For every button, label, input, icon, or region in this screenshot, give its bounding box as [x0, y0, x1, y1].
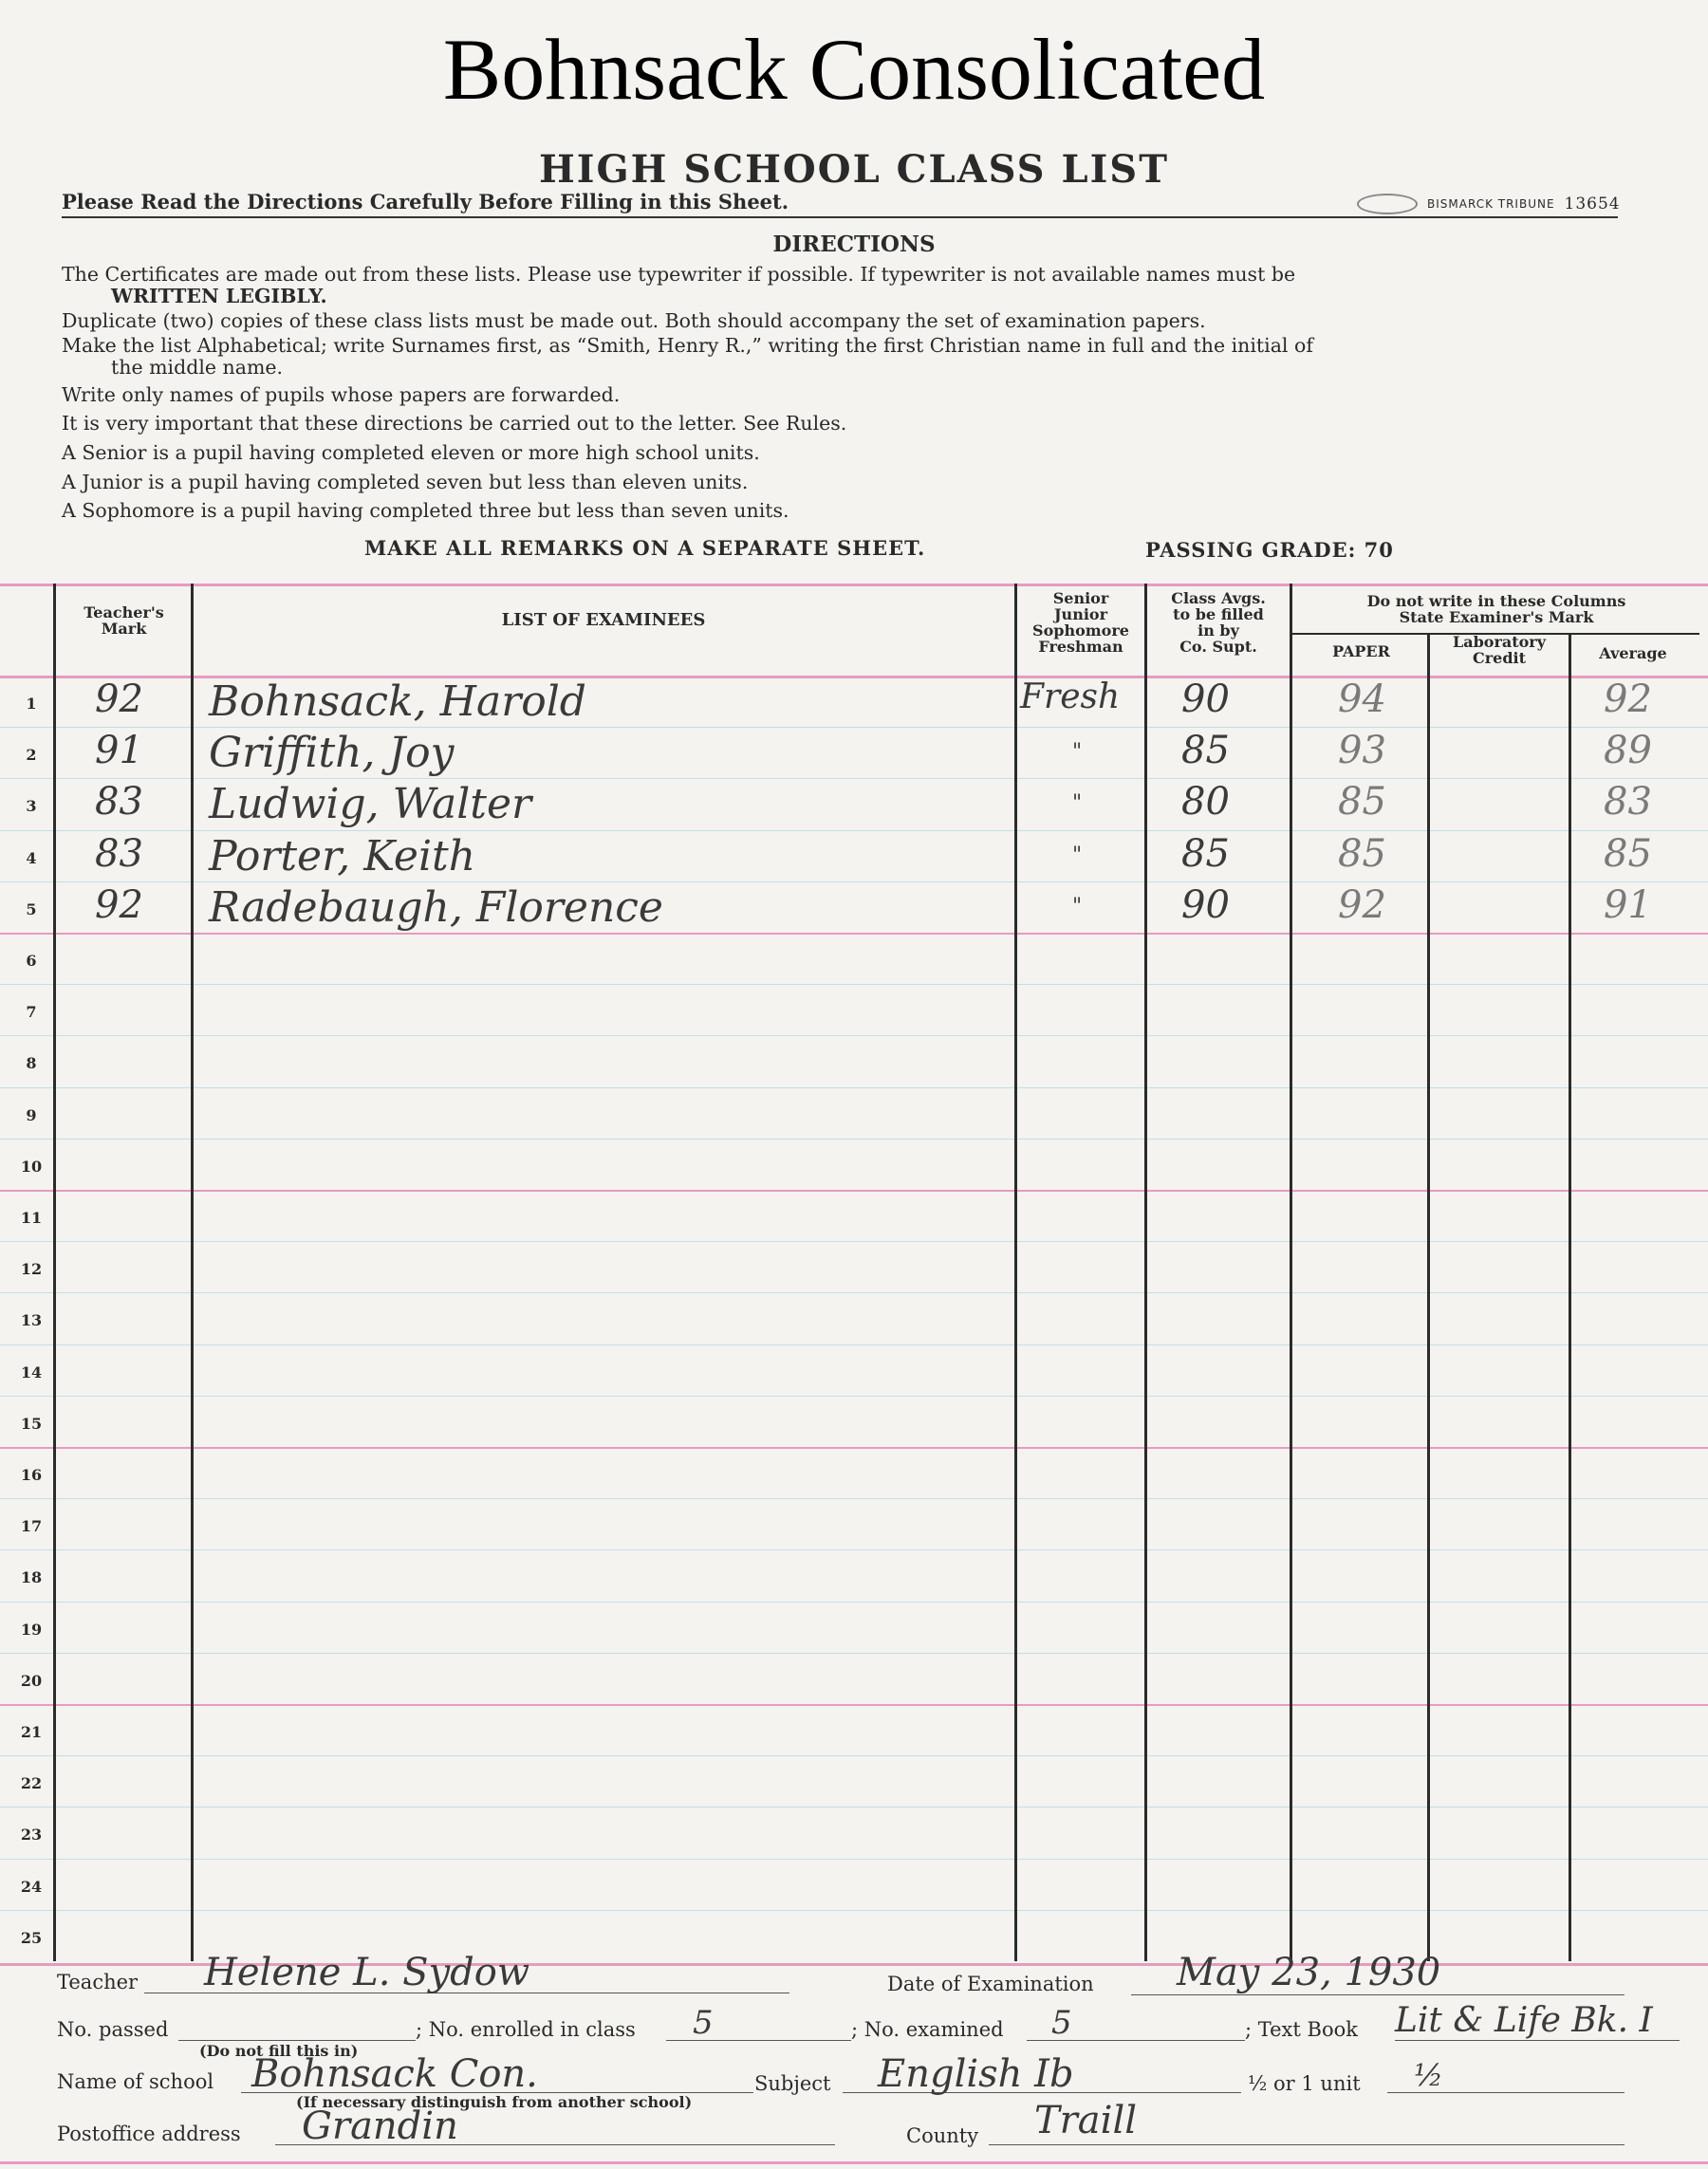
examiner-average: 91	[1604, 883, 1652, 927]
row-rule	[0, 984, 1708, 985]
paper-mark: 92	[1338, 883, 1386, 927]
examinee-name: Ludwig, Walter	[209, 780, 532, 828]
class-average: 85	[1181, 832, 1230, 876]
examined-label: ; No. examined	[851, 2018, 1004, 2041]
examinee-name: Porter, Keith	[209, 832, 476, 881]
row-number: 21	[20, 1723, 43, 1741]
enrolled-value: 5	[693, 2004, 714, 2042]
row-rule	[0, 1241, 1708, 1242]
footer-bottom-rule	[0, 2161, 1708, 2164]
date-underline	[1131, 1994, 1624, 1995]
header-list-of-examinees: LIST OF EXAMINEES	[501, 610, 706, 630]
row-number: 20	[20, 1672, 43, 1690]
column-rule	[1427, 635, 1430, 1961]
class-standing: "	[1072, 895, 1083, 918]
column-rule	[191, 584, 194, 1961]
paper-mark: 85	[1338, 780, 1386, 824]
row-number: 11	[20, 1209, 43, 1227]
textbook-label: ; Text Book	[1245, 2018, 1358, 2041]
enrolled-label: ; No. enrolled in class	[416, 2018, 636, 2041]
row-rule-major	[0, 1190, 1708, 1192]
row-number: 16	[20, 1466, 43, 1484]
unit-value: ½	[1414, 2057, 1444, 2093]
row-number: 8	[26, 1054, 37, 1072]
column-rule	[1569, 635, 1571, 1961]
examinee-name: Bohnsack, Harold	[209, 677, 586, 726]
row-rule	[0, 1602, 1708, 1603]
column-rule	[53, 584, 56, 1961]
header-class-sophomore: Sophomore	[1032, 621, 1129, 640]
row-rule-major	[0, 1704, 1708, 1706]
header-examiner-line1: Do not write in these Columns	[1366, 592, 1626, 610]
header-rule	[62, 216, 1618, 218]
directions-p2: Duplicate (two) copies of these class lists must be made out. Both should accompany the set of examination papers.	[62, 309, 1206, 332]
examiner-average: 85	[1604, 832, 1652, 876]
header-lab-line1: Laboratory	[1452, 633, 1547, 651]
teacher-value: Helene L. Sydow	[204, 1951, 530, 1994]
table-top-rule	[0, 584, 1708, 586]
county-label: County	[906, 2124, 979, 2147]
passed-label: No. passed	[57, 2018, 169, 2041]
header-laboratory-credit	[1430, 634, 1569, 666]
header-average: Average	[1599, 644, 1667, 662]
row-rule	[0, 1910, 1708, 1911]
examined-value: 5	[1051, 2004, 1072, 2042]
row-number: 24	[20, 1878, 43, 1896]
row-rule	[0, 1344, 1708, 1345]
header-teachers-mark-line1: Teacher's	[84, 603, 164, 621]
row-number: 25	[20, 1929, 43, 1947]
class-standing: "	[1072, 844, 1083, 867]
directions-p3-line1: Make the list Alphabetical; write Surnames first, as “Smith, Henry R.,” writing the first Christian name in full and the initial of	[62, 334, 1313, 357]
row-rule-major	[0, 1447, 1708, 1449]
header-class	[1017, 590, 1144, 655]
row-rule	[0, 1653, 1708, 1654]
distinguish-note: (If necessary distinguish from another school)	[296, 2093, 693, 2111]
subject-label: Subject	[754, 2072, 831, 2095]
row-number: 12	[20, 1260, 43, 1278]
header-class-averages	[1147, 590, 1290, 655]
row-rule	[0, 1549, 1708, 1550]
examinee-name: Griffith, Joy	[209, 729, 455, 777]
printer-mark	[1357, 194, 1621, 214]
teacher-label: Teacher	[57, 1971, 139, 1993]
postoffice-label: Postoffice address	[57, 2123, 241, 2145]
header-avgs-line1: Class Avgs.	[1171, 589, 1266, 607]
directions-p1-line1: The Certificates are made out from these lists. Please use typewriter if possible. If typewriter is not available names must be	[62, 263, 1296, 286]
directions-p6: A Senior is a pupil having completed eleven or more high school units.	[62, 441, 760, 464]
teachers-mark: 83	[95, 832, 143, 876]
column-rule	[1290, 584, 1292, 1961]
header-examiner-line2: State Examiner's Mark	[1399, 608, 1594, 626]
examiner-average: 83	[1604, 780, 1652, 824]
row-rule	[0, 1859, 1708, 1860]
header-class-senior: Senior	[1052, 589, 1109, 607]
examinee-name: Radebaugh, Florence	[209, 883, 663, 932]
teachers-mark: 91	[95, 729, 143, 772]
directions-p8: A Sophomore is a pupil having completed three but less than seven units.	[62, 499, 789, 522]
row-number: 2	[26, 746, 37, 764]
directions-p1	[62, 264, 1637, 307]
read-directions-note: Please Read the Directions Carefully Before Filling in this Sheet.	[62, 190, 789, 213]
row-number: 17	[20, 1517, 43, 1535]
class-average: 85	[1181, 729, 1230, 772]
class-average: 80	[1181, 780, 1230, 824]
do-not-fill-note: (Do not fill this in)	[199, 2042, 359, 2060]
printer-number: 13654	[1564, 195, 1621, 213]
postoffice-value: Grandin	[302, 2104, 458, 2148]
row-number: 9	[26, 1106, 37, 1124]
directions-p5: It is very important that these directions be carried out to the letter. See Rules.	[62, 412, 847, 435]
column-rule	[1014, 584, 1017, 1961]
examiner-average: 92	[1604, 677, 1652, 721]
union-label-icon	[1357, 194, 1418, 214]
row-rule	[0, 778, 1708, 779]
row-rule	[0, 1087, 1708, 1088]
class-standing: Fresh	[1020, 677, 1121, 716]
row-number: 15	[20, 1415, 43, 1433]
teachers-mark: 92	[95, 677, 143, 721]
header-avgs-line2: to be filled	[1173, 605, 1264, 623]
header-avgs-line3: in by	[1197, 621, 1239, 640]
class-standing: "	[1072, 791, 1083, 815]
school-value: Bohnsack Con.	[251, 2052, 538, 2096]
row-number: 18	[20, 1568, 43, 1586]
row-rule	[0, 881, 1708, 882]
row-rule	[0, 1139, 1708, 1140]
subject-value: English Ib	[878, 2052, 1074, 2096]
row-number: 13	[20, 1311, 43, 1329]
teachers-mark: 92	[95, 883, 143, 927]
row-number: 5	[26, 900, 37, 918]
header-teachers-mark-line2: Mark	[101, 620, 147, 638]
row-rule	[0, 1807, 1708, 1808]
row-rule-major	[0, 933, 1708, 935]
county-underline	[989, 2144, 1624, 2145]
row-rule	[0, 1396, 1708, 1397]
header-lab-line2: Credit	[1473, 649, 1526, 667]
directions-p3	[62, 335, 1637, 379]
row-number: 3	[26, 797, 37, 815]
row-rule	[0, 1498, 1708, 1499]
school-label: Name of school	[57, 2070, 214, 2093]
class-average: 90	[1181, 883, 1230, 927]
class-standing: "	[1072, 740, 1083, 764]
column-rule	[1144, 584, 1147, 1961]
directions-heading: DIRECTIONS	[772, 232, 936, 257]
row-number: 22	[20, 1774, 43, 1792]
paper-mark: 93	[1338, 729, 1386, 772]
teachers-mark: 83	[95, 780, 143, 824]
row-number: 6	[26, 952, 37, 970]
directions-p1-line2: WRITTEN LEGIBLY.	[111, 285, 327, 307]
header-avgs-line4: Co. Supt.	[1179, 638, 1257, 656]
passing-grade: PASSING GRADE: 70	[1145, 538, 1394, 562]
unit-label: ½ or 1 unit	[1248, 2072, 1361, 2095]
row-rule	[0, 1035, 1708, 1036]
textbook-value: Lit & Life Bk. I	[1395, 2001, 1653, 2040]
row-number: 23	[20, 1826, 43, 1844]
row-number: 14	[20, 1363, 43, 1381]
header-paper: PAPER	[1332, 642, 1390, 660]
date-label: Date of Examination	[887, 1973, 1094, 1995]
directions-p3-line2: the middle name.	[111, 356, 284, 379]
remarks-note: MAKE ALL REMARKS ON A SEPARATE SHEET.	[364, 536, 926, 560]
paper-mark: 85	[1338, 832, 1386, 876]
class-average: 90	[1181, 677, 1230, 721]
examiner-average: 89	[1604, 729, 1652, 772]
date-value: May 23, 1930	[1177, 1951, 1441, 1994]
row-number: 7	[26, 1003, 37, 1021]
header-teachers-mark	[55, 604, 193, 637]
passed-underline	[178, 2040, 416, 2041]
stamped-title: Bohnsack Consolicated	[442, 21, 1266, 118]
header-class-freshman: Freshman	[1038, 638, 1123, 656]
row-number: 4	[26, 849, 37, 867]
row-number: 1	[26, 695, 37, 713]
form-title: HIGH SCHOOL CLASS LIST	[539, 147, 1169, 192]
county-value: Traill	[1034, 2099, 1138, 2142]
textbook-underline	[1395, 2040, 1680, 2041]
paper-mark: 94	[1338, 677, 1386, 721]
printer-name: BISMARCK TRIBUNE	[1427, 197, 1555, 211]
header-class-junior: Junior	[1053, 605, 1107, 623]
header-state-examiner	[1292, 593, 1700, 625]
row-rule	[0, 830, 1708, 831]
directions-p7: A Junior is a pupil having completed seven but less than eleven units.	[62, 471, 749, 493]
row-number: 19	[20, 1621, 43, 1639]
directions-p4: Write only names of pupils whose papers are forwarded.	[62, 383, 621, 406]
row-rule	[0, 727, 1708, 728]
row-rule	[0, 1755, 1708, 1756]
row-number: 10	[20, 1158, 43, 1176]
row-rule	[0, 1292, 1708, 1293]
